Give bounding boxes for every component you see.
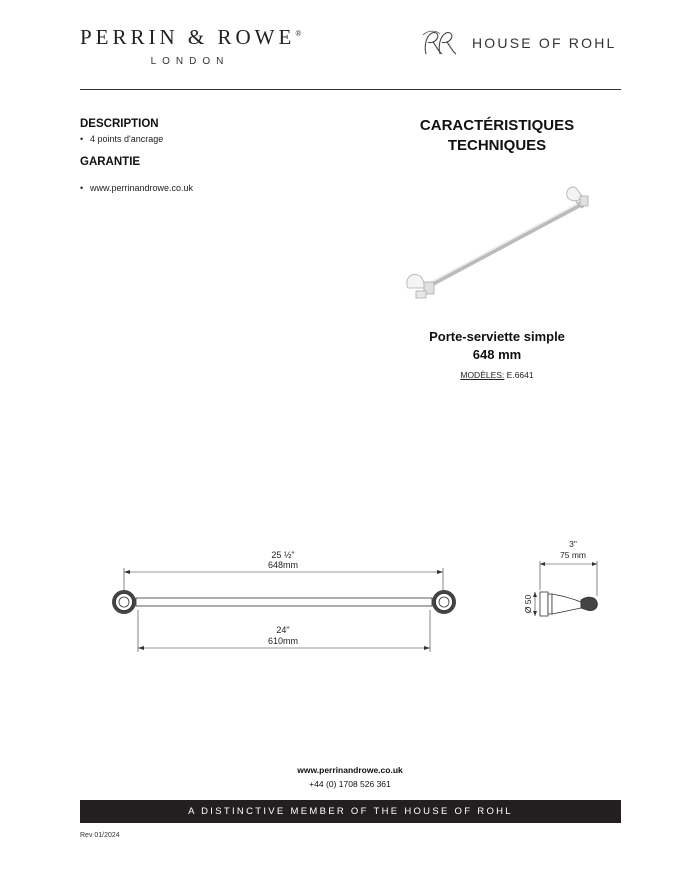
footer-contact bbox=[200, 763, 500, 791]
bracket-head bbox=[581, 597, 597, 610]
footer-phone: +44 (0) 1708 526 361 bbox=[309, 779, 391, 789]
product-size: 648 mm bbox=[472, 347, 522, 362]
perrin-rowe-logo bbox=[80, 25, 300, 67]
registered-mark: ® bbox=[295, 29, 302, 38]
revision-note: Rev 01/2024 bbox=[80, 832, 120, 839]
models-label: MODÈLES: bbox=[460, 370, 505, 380]
description-item: • 4 points d'ancrage bbox=[80, 134, 700, 144]
overall-in-label: 25 ½" bbox=[271, 550, 295, 560]
overall-dimension bbox=[124, 550, 443, 595]
footer-website[interactable]: www.perrinandrowe.co.uk bbox=[297, 765, 403, 775]
front-dimension-drawing bbox=[100, 540, 470, 660]
house-of-rohl-logo bbox=[420, 28, 617, 58]
side-dimension-drawing bbox=[515, 530, 615, 630]
overall-mm-label: 648mm bbox=[267, 560, 299, 570]
partner-name: HOUSE OF ROHL bbox=[472, 35, 617, 51]
spec-title-line1: CARACTÉRISTIQUES bbox=[419, 117, 575, 134]
spec-title bbox=[372, 116, 622, 156]
footer-band: A DISTINCTIVE MEMBER OF THE HOUSE OF ROHL bbox=[80, 800, 621, 823]
spec-title-line2: TECHNIQUES bbox=[447, 137, 547, 154]
projection-in-label: 3" bbox=[569, 539, 577, 549]
centers-dimension bbox=[138, 610, 430, 652]
rohl-monogram-icon bbox=[420, 28, 466, 58]
brand-name: PERRIN & ROWE® bbox=[80, 25, 302, 49]
left-bracket bbox=[112, 590, 136, 614]
warranty-link[interactable]: • www.perrinandrowe.co.uk bbox=[80, 183, 700, 193]
models-value: E.6641 bbox=[506, 370, 534, 380]
base-diameter-label: Ø 50 bbox=[523, 594, 533, 614]
bracket-base bbox=[540, 592, 548, 616]
centers-in-label: 24" bbox=[276, 625, 290, 635]
product-name: Porte-serviette simple bbox=[429, 329, 565, 344]
warranty-heading: GARANTIE bbox=[80, 156, 141, 168]
description-heading: DESCRIPTION bbox=[80, 118, 159, 130]
centers-mm-label: 610mm bbox=[267, 636, 299, 646]
towel-bar-product-image bbox=[398, 178, 598, 303]
models-line bbox=[372, 370, 622, 380]
right-bracket bbox=[432, 590, 456, 614]
projection-mm-label: 75 mm bbox=[560, 550, 586, 560]
product-title bbox=[372, 328, 622, 364]
bracket-neck bbox=[552, 594, 581, 614]
brand-city: LONDON bbox=[150, 56, 230, 67]
header-divider bbox=[80, 89, 621, 90]
towel-bar-front bbox=[136, 598, 432, 606]
